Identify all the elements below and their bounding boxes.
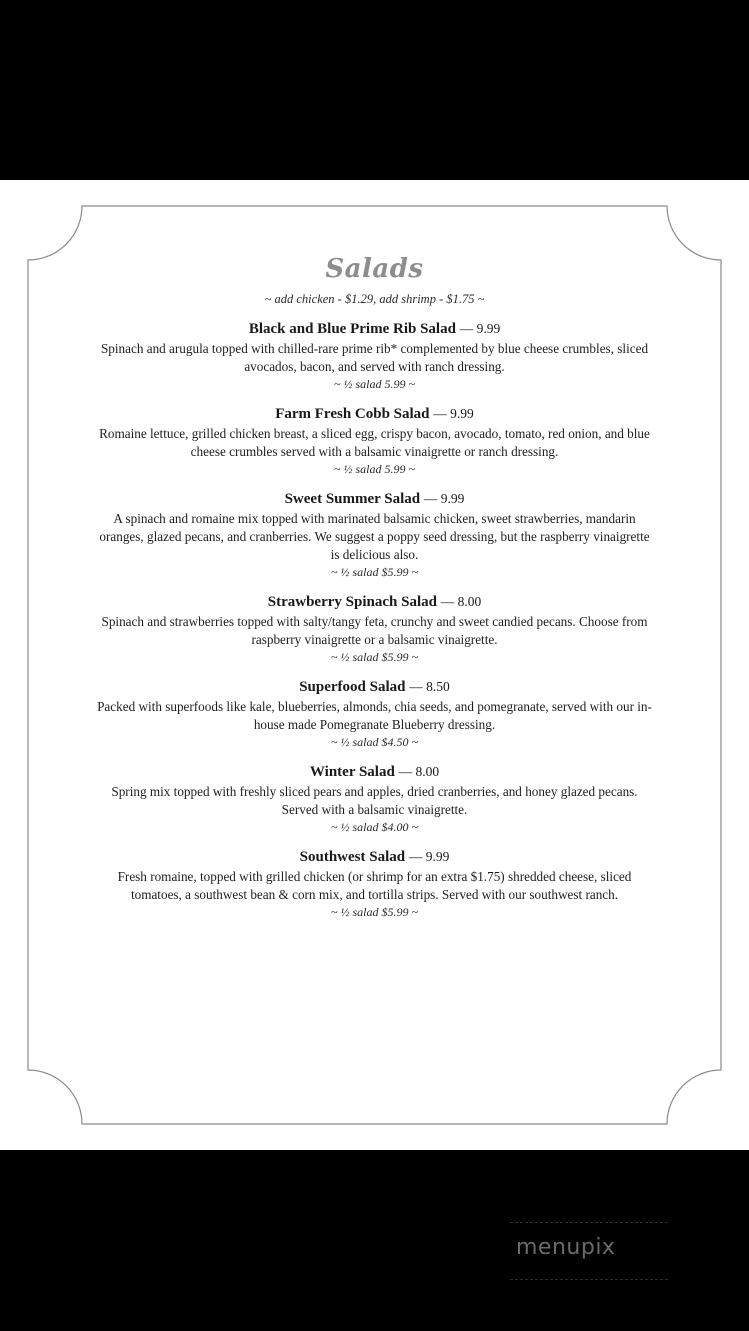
item-half-price: ~ ½ salad $5.99 ~ [331, 565, 418, 579]
item-description: Spinach and arugula topped with chilled-rare prime rib* complemented by blue cheese crumbles, sliced avocados, bacon, and served with ranch dressing. [100, 341, 649, 374]
item-half-price: ~ ½ salad $4.50 ~ [331, 735, 418, 749]
menu-page [0, 180, 749, 1150]
item-half-price: ~ ½ salad 5.99 ~ [334, 377, 415, 391]
menu-item [95, 320, 654, 393]
menu-item [95, 678, 654, 751]
menu-item [95, 490, 654, 581]
item-description: Packed with superfoods like kale, blueberries, almonds, chia seeds, and pomegranate, served with our in-house made Pomegranate Blueberry dressing. [97, 699, 652, 732]
item-name: Farm Fresh Cobb Salad [275, 406, 430, 422]
watermark-logo-text: menupix [516, 1235, 616, 1260]
section-title: Salads [325, 254, 424, 284]
item-description: A spinach and romaine mix topped with marinated balsamic chicken, sweet strawberries, mandarin oranges, glazed pecans, and cranberries. We suggest a poppy seed dressing, but the raspberry vinaigrette is delicious also. [99, 511, 650, 562]
item-name: Strawberry Spinach Salad [267, 594, 437, 610]
item-half-price: ~ ½ salad $4.00 ~ [331, 820, 418, 834]
item-name: Southwest Salad [299, 849, 406, 865]
item-price: — 9.99 [408, 849, 450, 864]
item-name: Sweet Summer Salad [284, 491, 421, 507]
item-name: Black and Blue Prime Rib Salad [248, 321, 456, 337]
item-half-price: ~ ½ salad 5.99 ~ [334, 462, 415, 476]
item-description: Spring mix topped with freshly sliced pears and apples, dried cranberries, and honey glazed pecans. Served with a balsamic vinaigrette. [111, 784, 638, 817]
item-price: — 8.50 [409, 679, 450, 694]
menu-item [95, 848, 654, 921]
add-on-note: ~ add chicken - $1.29, add shrimp - $1.75 ~ [264, 292, 485, 306]
menu-content [95, 252, 654, 933]
item-name: Superfood Salad [299, 679, 406, 695]
menu-item [95, 405, 654, 478]
item-price: — 8.00 [440, 594, 482, 609]
item-price: — 8.00 [398, 764, 440, 779]
menu-item [95, 593, 654, 666]
menupix-watermark [510, 1222, 668, 1280]
item-name: Winter Salad [309, 764, 395, 780]
item-description: Fresh romaine, topped with grilled chicken (or shrimp for an extra $1.75) shredded cheese, sliced tomatoes, a southwest bean & corn mix, and tortilla strips. Served with our southwest ranch. [117, 869, 632, 902]
item-price: — 9.99 [423, 491, 465, 506]
item-price: — 9.99 [433, 406, 474, 421]
item-description: Spinach and strawberries topped with salty/tangy feta, crunchy and sweet candied pecans. Choose from raspberry vinaigrette or a balsamic vinaigrette. [101, 614, 648, 647]
menu-item [95, 763, 654, 836]
item-description: Romaine lettuce, grilled chicken breast, a sliced egg, crispy bacon, avocado, tomato, red onion, and blue cheese crumbles served with a balsamic vinaigrette or ranch dressing. [99, 426, 650, 459]
item-half-price: ~ ½ salad $5.99 ~ [331, 650, 418, 664]
item-half-price: ~ ½ salad $5.99 ~ [331, 905, 418, 919]
item-price: — 9.99 [459, 321, 501, 336]
top-black-bar [0, 0, 749, 180]
